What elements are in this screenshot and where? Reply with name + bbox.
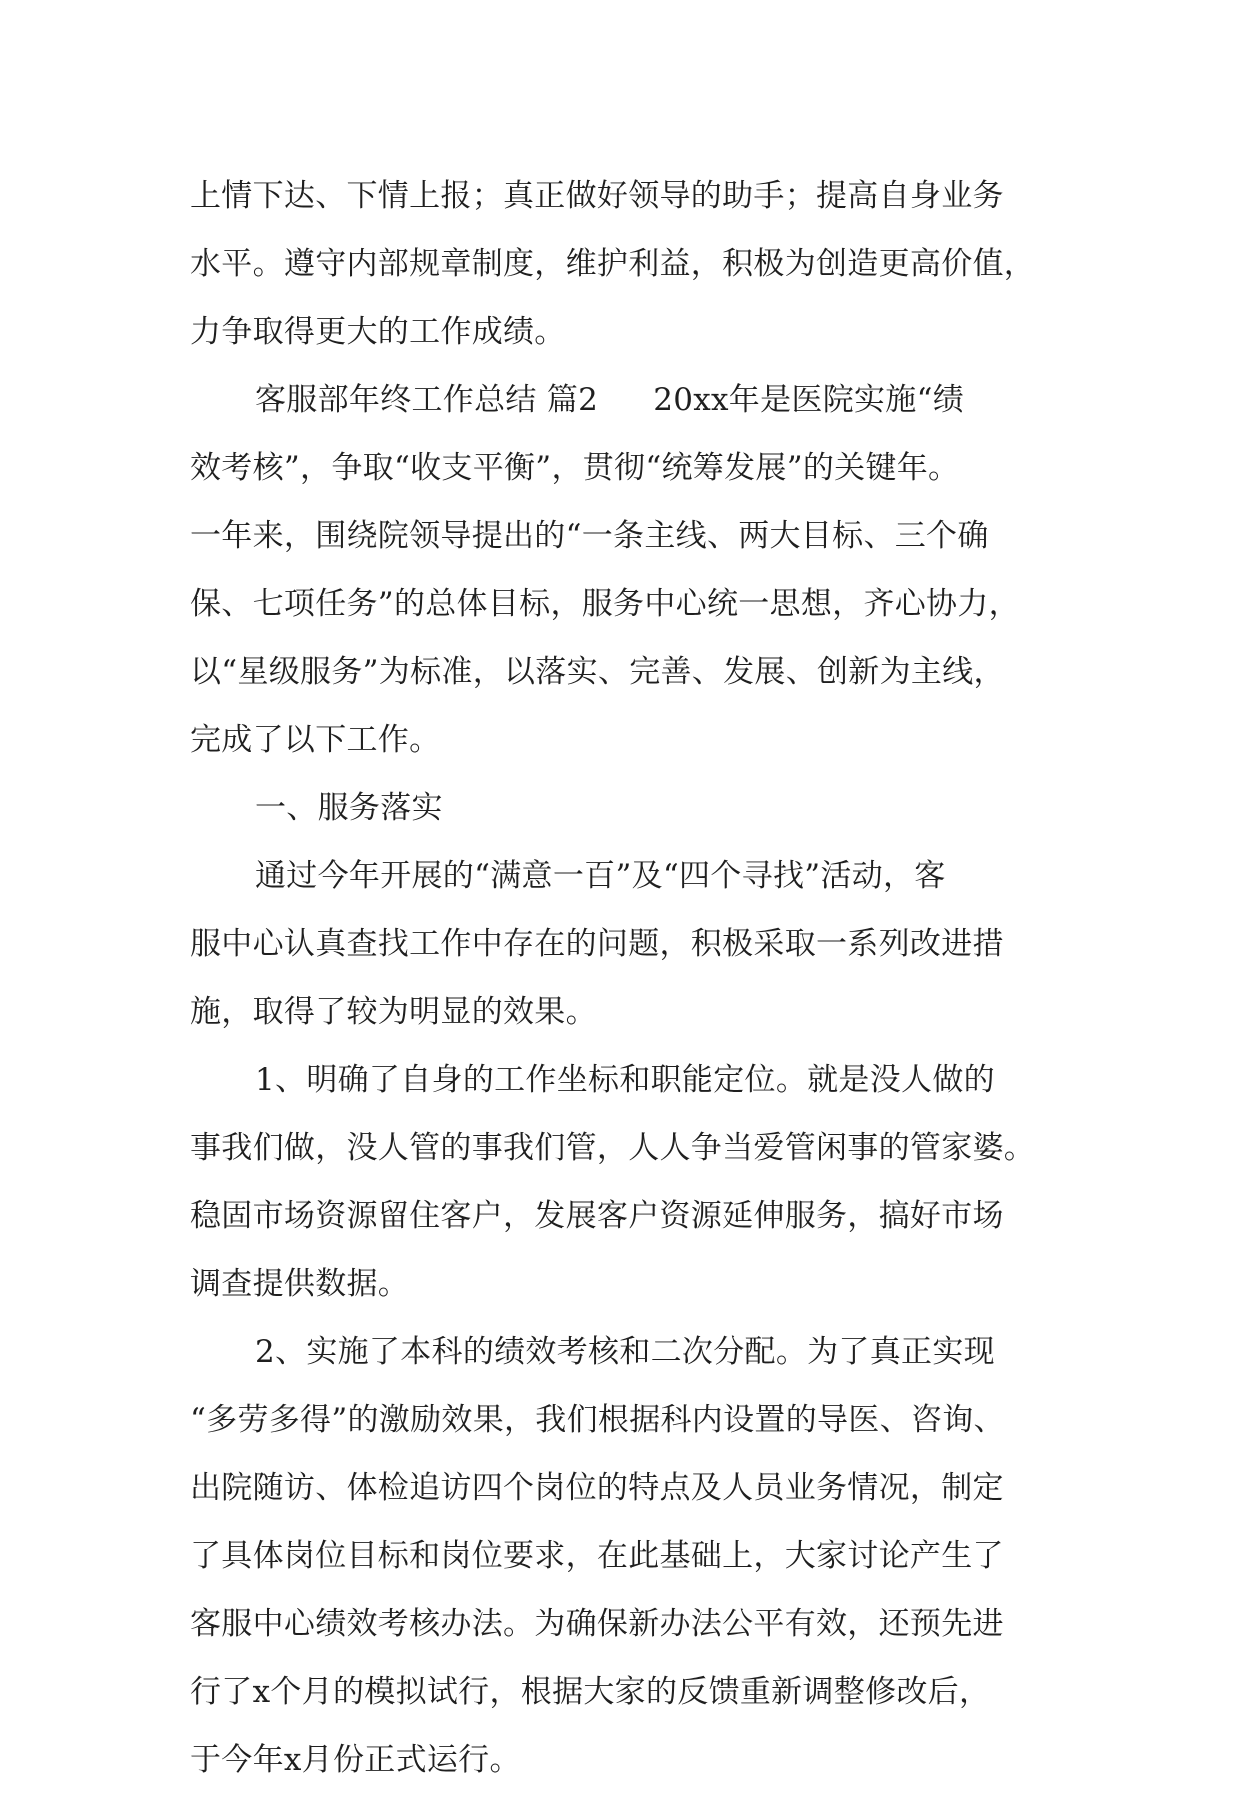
text-line: 了具体岗位目标和岗位要求，在此基础上，大家讨论产生了 xyxy=(190,1538,1004,1574)
text-line: 2、实施了本科的绩效考核和二次分配。为了真正实现 xyxy=(255,1334,995,1370)
text-line: 服中心认真查找工作中存在的问题，积极采取一系列改进措 xyxy=(190,926,1004,962)
text-line-inline: 20xx年是医院实施“绩 xyxy=(653,382,965,418)
text-line: 于今年x月份正式运行。 xyxy=(190,1742,521,1778)
text-line: 完成了以下工作。 xyxy=(190,722,441,758)
text-line: 行了x个月的模拟试行，根据大家的反馈重新调整修改后， xyxy=(190,1674,991,1710)
document-body xyxy=(190,162,1060,1794)
text-line: 力争取得更大的工作成绩。 xyxy=(190,314,566,350)
text-line: 上情下达、下情上报；真正做好领导的助手；提高自身业务 xyxy=(190,178,1004,214)
text-line: 以“星级服务”为标准，以落实、完善、发展、创新为主线， xyxy=(190,654,1005,690)
text-line: 1、明确了自身的工作坐标和职能定位。就是没人做的 xyxy=(255,1062,995,1098)
text-line: 水平。遵守内部规章制度，维护利益，积极为创造更高价值， xyxy=(190,246,1036,282)
section-title: 客服部年终工作总结 篇2 xyxy=(255,382,599,418)
text-line: 出院随访、体检追访四个岗位的特点及人员业务情况，制定 xyxy=(190,1470,1004,1506)
text-line: 稳固市场资源留住客户，发展客户资源延伸服务，搞好市场 xyxy=(190,1198,1004,1234)
text-line: 一年来，围绕院领导提出的“一条主线、两大目标、三个确 xyxy=(190,518,989,554)
text-line: 保、七项任务”的总体目标，服务中心统一思想，齐心协力， xyxy=(190,586,1020,622)
text-line: “多劳多得”的激励效果，我们根据科内设置的导医、咨询、 xyxy=(190,1402,1005,1438)
text-line: 效考核”，争取“收支平衡”，贯彻“统筹发展”的关键年。 xyxy=(190,450,960,486)
subheading-line: 一、服务落实 xyxy=(255,790,443,826)
text-line: 客服中心绩效考核办法。为确保新办法公平有效，还预先进 xyxy=(190,1606,1004,1642)
text-line: 调查提供数据。 xyxy=(190,1266,410,1302)
section-heading-line xyxy=(190,366,1060,434)
text-line: 事我们做，没人管的事我们管，人人争当爱管闲事的管家婆。 xyxy=(190,1130,1036,1166)
text-line: 通过今年开展的“满意一百”及“四个寻找”活动，客 xyxy=(255,858,946,894)
text-line: 施，取得了较为明显的效果。 xyxy=(190,994,597,1030)
